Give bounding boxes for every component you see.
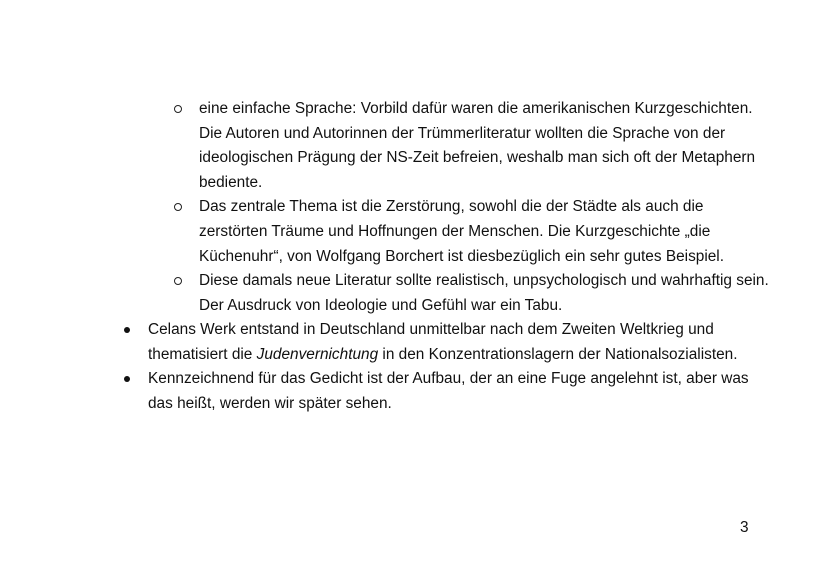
sub-list-item [174,97,774,195]
main-list-item [122,318,762,367]
page-number: 3 [740,519,749,536]
main-list-item-text-before: Celans Werk entstand in Deutschland unmittelbar nach dem Zweiten Weltkrieg und thematisiert die [148,321,714,363]
sub-list-item [174,195,774,269]
sub-list-item-text: eine einfache Sprache: Vorbild dafür waren die amerikanischen Kurzgeschichten. Die Autoren und Autorinnen der Trümmerliteratur wollten die Sprache von der ideologischen Prägung der NS-Zeit befreien, weshalb man sich oft der Metaphern bediente. [199,100,756,191]
emphasized-term: Judenvernichtung [256,345,379,363]
hollow-circle-bullet-icon [174,277,182,285]
sub-list-item-text: Diese damals neue Literatur sollte realistisch, unpsychologisch und wahrhaftig sein. Der Ausdruck von Ideologie und Gefühl war ein Tabu. [199,272,769,314]
hollow-circle-bullet-icon [174,105,182,113]
solid-dot-bullet-icon [124,327,130,333]
sub-list-item [174,269,774,318]
main-bullet-list [122,318,762,416]
main-list-item-text: Kennzeichnend für das Gedicht ist der Aufbau, der an eine Fuge angelehnt ist, aber was das heißt, werden wir später sehen. [148,370,749,412]
sub-list-item-text: Das zentrale Thema ist die Zerstörung, sowohl die der Städte als auch die zerstörten Träume und Hoffnungen der Menschen. Die Kurzgeschichte „die Küchenuhr“, von Wolfgang Borchert ist diesbezüglich ein sehr gutes Beispiel. [199,198,725,265]
main-list-item [122,367,762,416]
hollow-circle-bullet-icon [174,203,182,211]
solid-dot-bullet-icon [124,376,130,382]
main-list-item-text-after: in den Konzentrationslagern der Nationalsozialisten. [378,345,738,363]
sub-bullet-list [174,97,774,318]
